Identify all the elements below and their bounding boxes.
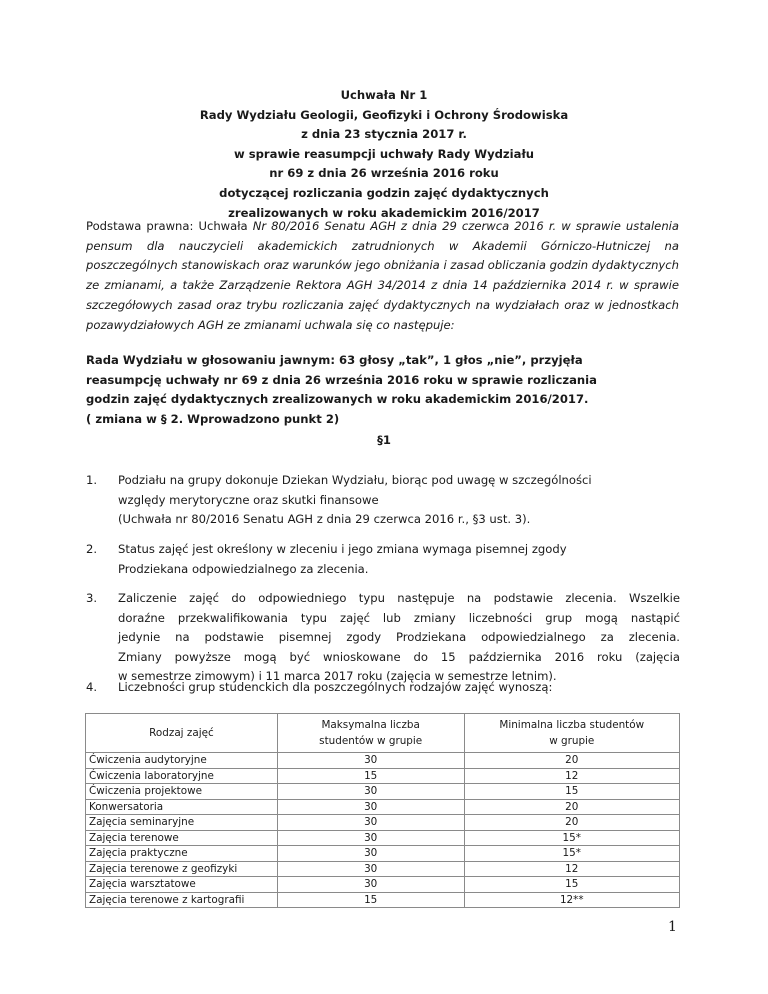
text-line: Prodziekana odpowiedzialnego za zlecenia. — [118, 561, 369, 576]
cell-max: 30 — [277, 861, 464, 877]
cell-max: 30 — [277, 753, 464, 769]
cell-class-type: Zajęcia terenowe — [86, 830, 278, 846]
cell-min: 20 — [464, 799, 679, 815]
text-line: Podziału na grupy dokonuje Dziekan Wydziału, biorąc pod uwagę w szczególności — [118, 473, 592, 487]
title-line: Rady Wydziału Geologii, Geofizyki i Ochrony Środowiska — [199, 107, 569, 122]
title-line: w sprawie reasumpcji uchwały Rady Wydziału — [233, 146, 535, 161]
table-row — [86, 815, 680, 831]
council-decision — [86, 351, 686, 429]
text-line: doraźne przekwalifikowania typu zajęć lub zmiany liczebności grup mogą nastąpić — [118, 610, 680, 625]
section-heading: §1 — [377, 433, 391, 447]
table-row — [86, 846, 680, 862]
cell-class-type: Ćwiczenia laboratoryjne — [86, 768, 278, 784]
cell-min: 15 — [464, 877, 679, 893]
cell-max: 15 — [277, 892, 464, 908]
decision-line: Rada Wydziału w głosowaniu jawnym: 63 głosy „tak”, 1 głos „nie”, przyjęła — [86, 353, 583, 367]
list-item-number: 2. — [86, 542, 98, 556]
text-line: Liczebności grup studenckich dla poszczególnych rodzajów zajęć wynoszą: — [118, 680, 553, 694]
cell-max: 30 — [277, 877, 464, 893]
list-item-text — [118, 678, 680, 698]
table-row — [86, 892, 680, 908]
table-row — [86, 768, 680, 784]
table-row — [86, 861, 680, 877]
cell-max: 30 — [277, 846, 464, 862]
cell-min: 12** — [464, 892, 679, 908]
cell-max: 30 — [277, 815, 464, 831]
title-line: z dnia 23 stycznia 2017 r. — [301, 127, 467, 142]
table-row — [86, 877, 680, 893]
decision-line: godzin zajęć dydaktycznych zrealizowanych w roku akademickim 2016/2017. — [86, 392, 589, 407]
cell-class-type: Konwersatoria — [86, 799, 278, 815]
table-header-row — [86, 714, 680, 753]
title-line: dotyczącej rozliczania godzin zajęć dydaktycznych — [219, 185, 549, 200]
list-item-number: 4. — [86, 680, 98, 694]
list-item-text — [118, 471, 680, 530]
list-item-number: 3. — [86, 591, 98, 605]
cell-class-type: Zajęcia warsztatowe — [86, 877, 278, 893]
text-line: Status zajęć jest określony w zleceniu i jego zmiana wymaga pisemnej zgody — [118, 542, 567, 556]
cell-class-type: Zajęcia seminaryjne — [86, 815, 278, 831]
text-line: Zaliczenie zajęć do odpowiedniego typu następuje na podstawie zlecenia. Wszelkie — [118, 591, 680, 605]
cell-max: 15 — [277, 768, 464, 784]
group-size-table — [85, 713, 680, 908]
header-class-type: Rodzaj zajęć — [86, 714, 278, 753]
cell-class-type: Ćwiczenia projektowe — [86, 784, 278, 800]
decision-line: reasumpcję uchwały nr 69 z dnia 26 września 2016 roku w sprawie rozliczania — [86, 372, 597, 387]
cell-class-type: Zajęcia terenowe z kartografii — [86, 892, 278, 908]
table-row — [86, 799, 680, 815]
list-item-text — [118, 540, 680, 579]
legal-basis-paragraph — [86, 217, 679, 335]
header-min-students: Minimalna liczba studentów w grupie — [464, 714, 679, 753]
text-line: jedynie na podstawie pisemnej zgody Prodziekana odpowiedzialnego za zlecenia. — [118, 630, 680, 645]
legal-basis-text: Nr 80/2016 Senatu AGH z dnia 29 czerwca 2016 r. w sprawie ustalenia pensum dla nauczycieli akademickich zatrudnionych w Akademii Górniczo-Hutniczej na poszczególnych stanowiskach oraz warunków jego obniżania i zasad obliczania godzin dydaktycznych ze zmianami, a także Zarządzenie Rektora AGH 34/2014 z dnia 14 października 2014 r. w sprawie szczegółowych zasad oraz trybu rozliczania zajęć dydaktycznych na wydziałach oraz w jednostkach pozawydziałowych AGH ze zmianami uchwala się co następuje: — [86, 219, 679, 332]
decision-line: ( zmiana w § 2. Wprowadzono punkt 2) — [86, 411, 340, 426]
title-line: nr 69 z dnia 26 września 2016 roku — [269, 166, 499, 181]
table-row — [86, 830, 680, 846]
title-line: Uchwała Nr 1 — [340, 88, 428, 102]
table-row — [86, 784, 680, 800]
cell-min: 15* — [464, 846, 679, 862]
list-item-text — [118, 589, 680, 687]
text-line: w semestrze zimowym) i 11 marca 2017 roku (zajęcia w semestrze letnim). — [118, 669, 557, 684]
page-number: 1 — [668, 919, 677, 935]
table-row — [86, 753, 680, 769]
cell-class-type: Zajęcia terenowe z geofizyki — [86, 861, 278, 877]
legal-basis-label: Podstawa prawna: Uchwała — [86, 219, 253, 233]
cell-max: 30 — [277, 830, 464, 846]
text-line: względy merytoryczne oraz skutki finansowe — [118, 492, 379, 507]
cell-min: 15* — [464, 830, 679, 846]
cell-class-type: Ćwiczenia audytoryjne — [86, 753, 278, 769]
cell-max: 30 — [277, 799, 464, 815]
cell-min: 15 — [464, 784, 679, 800]
cell-min: 12 — [464, 768, 679, 784]
list-item-number: 1. — [86, 473, 98, 487]
cell-min: 20 — [464, 753, 679, 769]
resolution-title — [84, 86, 684, 223]
cell-class-type: Zajęcia praktyczne — [86, 846, 278, 862]
cell-max: 30 — [277, 784, 464, 800]
text-line: (Uchwała nr 80/2016 Senatu AGH z dnia 29 czerwca 2016 r., §3 ust. 3). — [118, 512, 531, 527]
cell-min: 12 — [464, 861, 679, 877]
text-line: Zmiany powyższe mogą być wnioskowane do 15 października 2016 roku (zajęcia — [118, 649, 680, 664]
cell-min: 20 — [464, 815, 679, 831]
header-max-students: Maksymalna liczba studentów w grupie — [277, 714, 464, 753]
title-line: zrealizowanych w roku akademickim 2016/2017 — [228, 205, 540, 220]
